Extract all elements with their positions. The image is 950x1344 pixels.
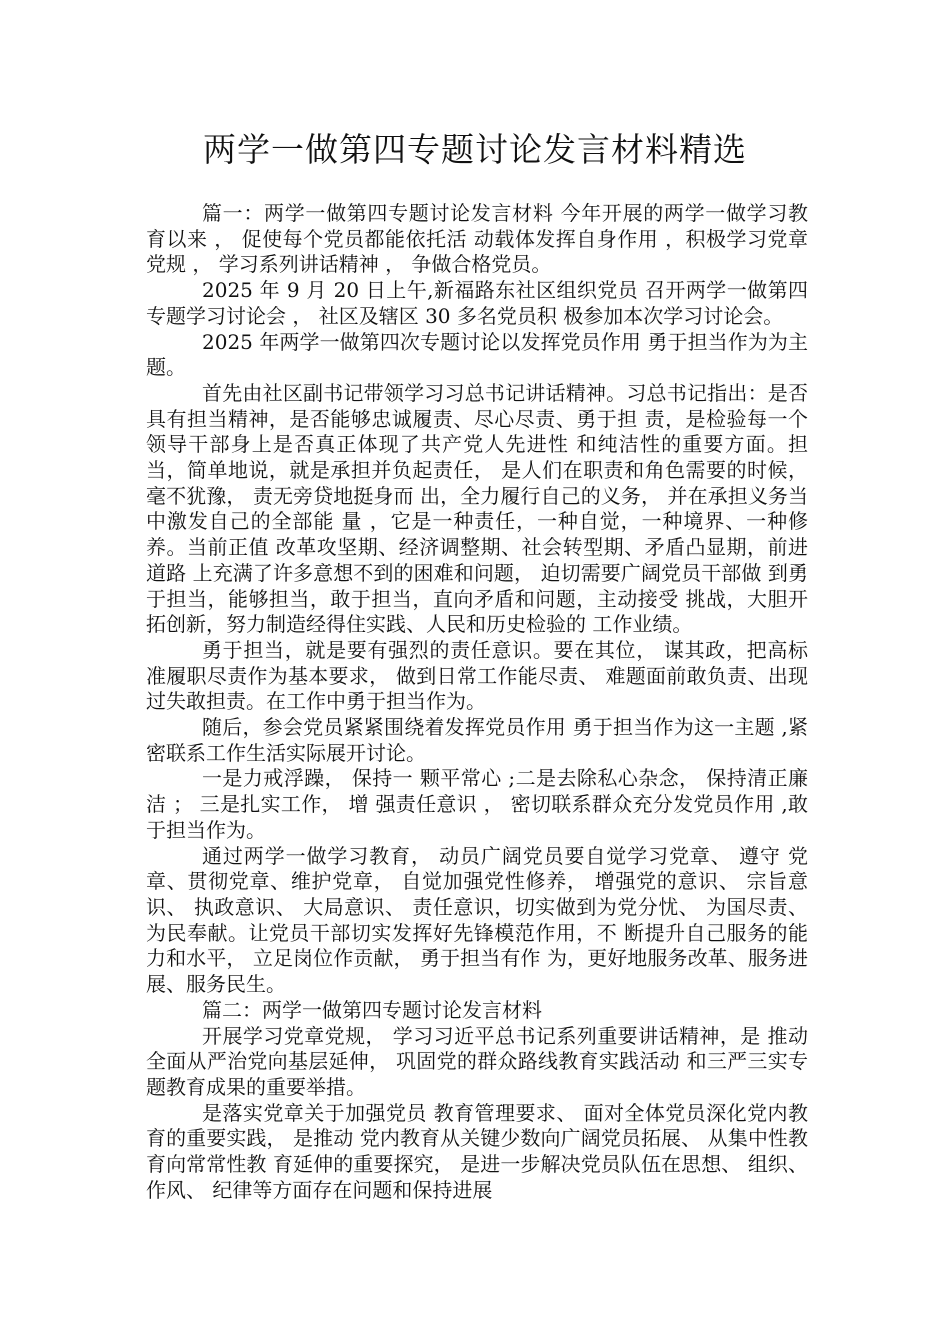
paragraph-1: 篇一：两学一做第四专题讨论发言材料 今年开展的两学一做学习教育以来 ， 促使每个党员都能依托活 动载体发挥自身作用 ，积极学习党章党规 ， 学习系列讲话精神 ， 争做合格党员。 xyxy=(146,201,808,277)
paragraph-5: 勇于担当，就是要有强烈的责任意识。要在其位， 谋其政，把高标准履职尽责作为基本要求， 做到日常工作能尽责、 难题面前敢负责、出现过失敢担责。在工作中勇于担当作为。 xyxy=(146,637,808,714)
paragraph-4: 首先由社区副书记带领学习习总书记讲话精神。习总书记指出：是否具有担当精神，是否能够忠诚履责、尽心尽责、勇于担 责，是检验每一个领导干部身上是否真正体现了共产党人先进性 和纯洁性的重要方面。担当，简单地说，就是承担并负起责任， 是人们在职责和角色需要的时候， 毫不犹豫， 责无旁贷地挺身而 出，全力履行自己的义务， 并在承担义务当中激发自己的全部能 量 ，它是一种责任，一种自觉，一种境界、一种修养。当前正值 改革攻坚期、经济调整期、社会转型期、矛盾凸显期，前进道路 上充满了许多意想不到的困难和问题， 迫切需要广阔党员干部做 到勇于担当，能够担当，敢于担当，直向矛盾和问题，主动接受 挑战，大胆开拓创新，努力制造经得住实践、人民和历史检验的 工作业绩。 xyxy=(146,380,808,637)
paragraph-10: 开展学习党章党规， 学习习近平总书记系列重要讲话精神，是 推动全面从严治党向基层延伸， 巩固党的群众路线教育实践活动 和三严三实专题教育成果的重要举措。 xyxy=(146,1023,808,1099)
paragraph-6: 随后，参会党员紧紧围绕着发挥党员作用 勇于担当作为这一主题 ,紧密联系工作生活实际展开讨论。 xyxy=(146,715,808,765)
paragraph-7: 一是力戒浮躁， 保持一 颗平常心 ;二是去除私心杂念， 保持清正廉洁 ； 三是扎实工作， 增 强责任意识 ， 密切联系群众充分发党员作用 ,敢于担当作为。 xyxy=(146,766,808,842)
paragraph-8: 通过两学一做学习教育， 动员广阔党员要自觉学习党章、 遵守 党章、贯彻党章、维护党章， 自觉加强党性修养， 增强党的意识、 宗旨意识、 执政意识、 大局意识、 责任意识，切实做到为党分忧、 为国尽责、为民奉献。让党员干部切实发挥好先锋模范作用，不 断提升自己服务的能力和水平， 立足岗位作贡献， 勇于担当有作 为，更好地服务改革、服务进展、服务民生。 xyxy=(146,843,808,997)
paragraph-2: 2025 年 9 月 20 日上午,新福路东社区组织党员 召开两学一做第四专题学习讨论会 ， 社区及辖区 30 多名党员积 极参加本次学习讨论会。 xyxy=(146,278,808,328)
section-heading-2: 篇二：两学一做第四专题讨论发言材料 xyxy=(202,997,542,1022)
document-title: 两学一做第四专题讨论发言材料精选 xyxy=(203,130,747,169)
document-body xyxy=(146,201,808,1203)
paragraph-3: 2025 年两学一做第四次专题讨论以发挥党员作用 勇于担当作为为主题。 xyxy=(146,329,808,380)
paragraph-11: 是落实党章关于加强党员 教育管理要求、 面对全体党员深化党内教育的重要实践， 是推动 党内教育从关键少数向广阔党员拓展、 从集中性教育向常常性教 育延伸的重要探究， 是进一步解决党员队伍在思想、 组织、作风、 纪律等方面存在问题和保持进展 xyxy=(146,1100,808,1202)
